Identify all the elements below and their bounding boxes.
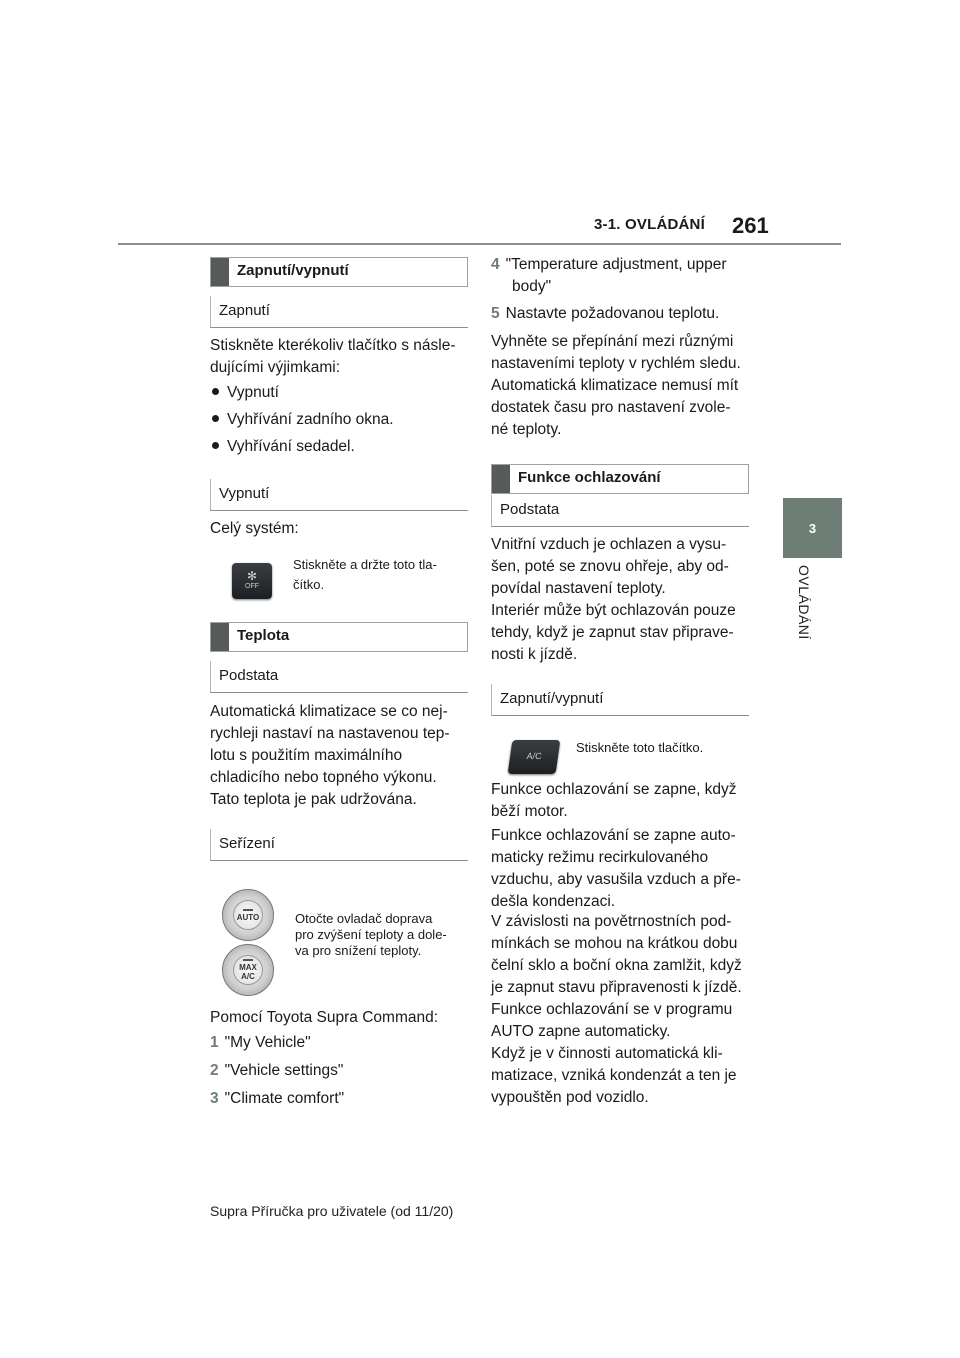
page-number: 261 — [732, 213, 769, 238]
step-item — [210, 1032, 311, 1054]
footer-text: Supra Příručka pro uživatele (od 11/20) — [210, 1203, 454, 1219]
fan-icon: ✻ — [246, 569, 258, 583]
caption-line: pro zvýšení teploty a dole- — [295, 927, 447, 942]
paragraph-line: Vyhněte se přepínání mezi různými — [491, 333, 734, 350]
heading-text: Funkce ochlazování — [518, 469, 661, 486]
subheading-off — [210, 479, 468, 511]
bullet-item — [212, 384, 279, 402]
bullet-dot — [212, 388, 219, 395]
bullet-text: Vyhřívání zadního okna. — [227, 411, 394, 428]
paragraph-line: dostatek času pro nastavení zvole- — [491, 399, 731, 416]
chapter-tab — [783, 498, 842, 558]
step-text: "Temperature adjustment, upper — [505, 256, 727, 273]
paragraph-line: povídal nastavení teploty. — [491, 580, 666, 597]
heading-text: Zapnutí/vypnutí — [237, 262, 349, 279]
paragraph-program — [491, 999, 732, 1043]
paragraph-line: Stiskněte kterékoliv tlačítko s násle- — [210, 337, 456, 354]
paragraph-line: lotu s použitím maximálního — [210, 747, 403, 764]
bullet-item — [212, 438, 355, 456]
step-item — [491, 303, 719, 325]
paragraph-line: Automatická klimatizace nemusí mít — [491, 377, 739, 394]
paragraph-line: šen, poté se znovu ohřeje, aby od- — [491, 558, 729, 575]
paragraph-line: tehdy, když je zapnut stav připrave- — [491, 624, 734, 641]
step-text: Nastavte požadovanou teplotu. — [505, 305, 720, 322]
ac-button-label: A/C — [525, 751, 543, 761]
paragraph-whole-system: Celý systém: — [210, 520, 299, 537]
off-button-image — [232, 563, 272, 599]
heading-cooling — [491, 464, 749, 494]
paragraph-line: matizace, vzniká kondenzát a ten je — [491, 1067, 737, 1084]
paragraph-interior — [491, 600, 736, 666]
paragraph-line: AUTO zapne automaticky. — [491, 1023, 671, 1040]
subheading-text: Podstata — [219, 667, 279, 684]
paragraph-cooling-on — [491, 779, 737, 823]
paragraph-line: Funkce ochlazování se zapne, když — [491, 781, 737, 798]
paragraph-line: né teploty. — [491, 421, 562, 438]
max-ac-knob-image — [222, 944, 274, 996]
auto-knob-image — [222, 889, 274, 941]
bullet-text: Vypnutí — [227, 384, 279, 401]
step-text: body" — [512, 278, 552, 295]
subheading-text: Vypnutí — [219, 485, 270, 502]
paragraph-line: V závislosti na povětrnostních pod- — [491, 913, 732, 930]
bullet-dot — [212, 442, 219, 449]
header-divider — [118, 243, 841, 245]
paragraph-line: Interiér může být ochlazován pouze — [491, 602, 736, 619]
paragraph-line: Automatická klimatizace se co nej- — [210, 703, 448, 720]
paragraph-line: mínkách se mohou na krátkou dobu — [491, 935, 738, 952]
paragraph-line: je zapnut stavu připravenosti k jízdě. — [491, 979, 742, 996]
heading-bar — [492, 465, 510, 493]
paragraph-line: běží motor. — [491, 803, 568, 820]
heading-text: Teplota — [237, 627, 290, 644]
caption-line: čítko. — [293, 577, 325, 592]
bullet-dot — [212, 415, 219, 422]
off-button-label: OFF — [245, 583, 259, 590]
step-number: 5 — [491, 305, 500, 322]
paragraph-temperature — [210, 701, 450, 811]
step-text: "Vehicle settings" — [224, 1062, 344, 1079]
paragraph-line: dujícími výjimkami: — [210, 359, 341, 376]
paragraph-line: chladicího nebo topného výkonu. — [210, 769, 437, 786]
ac-button-image — [508, 740, 561, 774]
step-number: 1 — [210, 1034, 219, 1051]
bullet-item — [212, 411, 394, 429]
paragraph-line: maticky režimu recirkulovaného — [491, 849, 709, 866]
paragraph-line: Funkce ochlazování se v programu — [491, 1001, 733, 1018]
subheading-on-off — [491, 684, 749, 716]
step-number: 3 — [210, 1090, 219, 1107]
knob-label: MAX — [239, 963, 257, 972]
paragraph-line: nastaveními teploty v rychlém sledu. — [491, 355, 741, 372]
paragraph-avoid — [491, 331, 741, 441]
heading-bar — [211, 623, 229, 651]
knob-label: AUTO — [236, 912, 260, 922]
subheading-on — [210, 296, 468, 328]
step-item — [491, 254, 727, 298]
section-title: 3-1. OVLÁDÁNÍ — [594, 216, 705, 233]
paragraph-line: rychleji nastaví na nastavenou tep- — [210, 725, 450, 742]
step-text: "Climate comfort" — [224, 1090, 345, 1107]
caption-line: va pro snížení teploty. — [295, 943, 422, 958]
chapter-number: 3 — [808, 520, 817, 536]
ac-caption: Stiskněte toto tlačítko. — [576, 740, 704, 755]
paragraph-line: dešla kondenzaci. — [491, 893, 616, 910]
caption-line: Otočte ovladač doprava — [295, 911, 433, 926]
paragraph-line: vypouštěn pod vozidlo. — [491, 1089, 649, 1106]
step-number: 4 — [491, 256, 500, 273]
paragraph-line: Tato teplota je pak udržována. — [210, 791, 417, 808]
paragraph-line: Když je v činnosti automatická kli- — [491, 1045, 723, 1062]
paragraph-line: čelní sklo a boční okna zamlžit, když — [491, 957, 742, 974]
step-item — [210, 1088, 344, 1110]
off-caption — [293, 557, 437, 593]
paragraph-condensate — [491, 1043, 737, 1109]
chapter-label: OVLÁDÁNÍ — [796, 565, 812, 640]
subheading-text: Zapnutí/vypnutí — [500, 690, 604, 707]
step-text: "My Vehicle" — [224, 1034, 311, 1051]
bullet-text: Vyhřívání sedadel. — [227, 438, 355, 455]
heading-on-off — [210, 257, 468, 287]
paragraph-command: Pomocí Toyota Supra Command: — [210, 1009, 439, 1026]
step-number: 2 — [210, 1062, 219, 1079]
paragraph-line: vzduchu, aby vasušila vzduch a pře- — [491, 871, 741, 888]
heading-bar — [211, 258, 229, 286]
paragraph-line: nosti k jízdě. — [491, 646, 578, 663]
paragraph-press-any — [210, 335, 456, 379]
subheading-text: Zapnutí — [219, 302, 270, 319]
subheading-principle — [210, 661, 468, 693]
knob-label: A/C — [241, 972, 255, 981]
subheading-text: Seřízení — [219, 835, 275, 852]
subheading-adjust — [210, 829, 468, 861]
paragraph-cooling — [491, 534, 729, 600]
paragraph-line: Funkce ochlazování se zapne auto- — [491, 827, 736, 844]
step-item — [210, 1060, 343, 1082]
heading-temperature — [210, 622, 468, 652]
subheading-principle — [491, 495, 749, 527]
paragraph-line: Vnitřní vzduch je ochlazen a vysu- — [491, 536, 727, 553]
paragraph-auto-recirc — [491, 825, 741, 913]
caption-line: Stiskněte a držte toto tla- — [293, 557, 437, 572]
subheading-text: Podstata — [500, 501, 560, 518]
knob-caption — [295, 911, 447, 959]
paragraph-weather — [491, 911, 742, 999]
